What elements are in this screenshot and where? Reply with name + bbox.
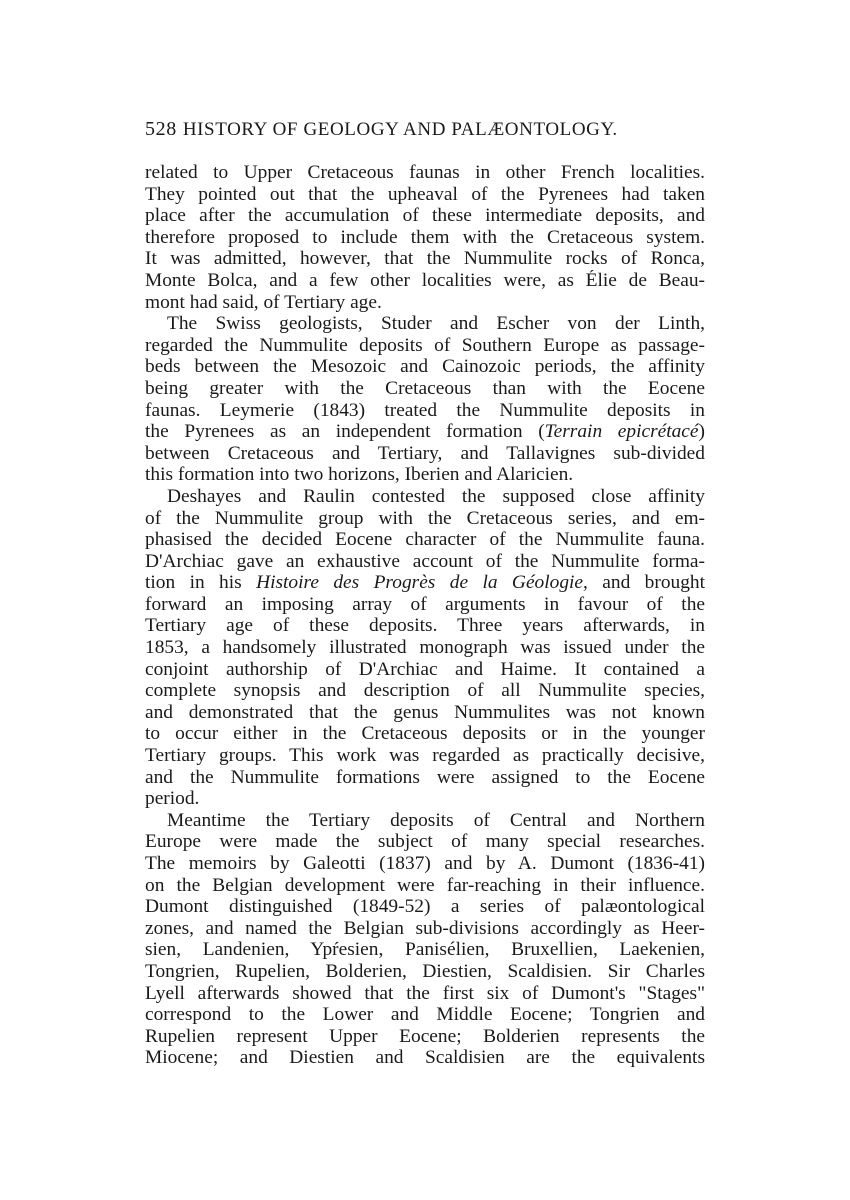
text-segment: phasised the decided Eocene character of the Nummulite fauna. <box>145 529 705 551</box>
text-segment: conjoint authorship of D'Archiac and Haime. It contained a <box>145 658 705 680</box>
text-segment: regarded the Nummulite deposits of Southern Europe as passage- <box>145 334 705 356</box>
text-segment: therefore proposed to include them with the Cretaceous system. <box>145 226 705 248</box>
text-segment: on the Belgian development were far-reaching in their influence. <box>145 874 705 896</box>
text-line <box>145 443 705 465</box>
text-line <box>145 292 705 314</box>
text-line <box>145 702 705 724</box>
text-segment: The memoirs by Galeotti (1837) and by A. Dumont (1836-41) <box>145 853 705 874</box>
text-line <box>145 551 705 573</box>
italic-title: Terrain epicrétacé <box>544 421 699 443</box>
text-line <box>145 961 705 983</box>
text-segment: Meantime the Tertiary deposits of Central and Northern <box>167 809 705 831</box>
text-segment: 1853, a handsomely illustrated monograph was issued under the <box>145 637 705 659</box>
text-segment: and the Nummulite formations were assigned to the Eocene <box>145 766 705 788</box>
running-header <box>145 118 715 142</box>
text-segment: Monte Bolca, and a few other localities were, as Élie de Beau- <box>145 269 705 291</box>
text-segment: of the Nummulite group with the Cretaceous series, and em- <box>145 507 705 529</box>
text-segment: to occur either in the Cretaceous deposits or in the younger <box>145 723 705 745</box>
text-line <box>145 594 705 616</box>
text-line <box>145 853 705 875</box>
text-segment: Tongrien, Rupelien, Bolderien, Diestien, Scaldisien. Sir Charles <box>145 960 705 982</box>
text-segment: ) <box>698 421 705 443</box>
text-segment: related to Upper Cretaceous faunas in other French localities. <box>145 162 705 183</box>
text-line <box>145 615 705 637</box>
text-line <box>145 875 705 897</box>
text-segment: faunas. Leymerie (1843) treated the Nummulite deposits in <box>145 399 705 421</box>
text-segment: forward an imposing array of arguments in favour of the <box>145 593 705 615</box>
text-segment: , and brought <box>583 572 705 594</box>
text-segment: Miocene; and Diestien and Scaldisien are the equivalents <box>145 1047 705 1069</box>
text-line <box>145 1004 705 1026</box>
text-line <box>145 1026 705 1048</box>
text-segment: The Swiss geologists, Studer and Escher von der Linth, <box>167 313 705 335</box>
text-segment: It was admitted, however, that the Nummulite rocks of Ronca, <box>145 248 705 270</box>
text-segment: this formation into two horizons, Iberien and Alaricien. <box>145 464 574 486</box>
text-segment: period. <box>145 788 200 810</box>
text-segment: zones, and named the Belgian sub-divisions accordingly as Heer- <box>145 917 705 939</box>
text-line <box>145 680 705 702</box>
text-segment: Tertiary groups. This work was regarded as practically decisive, <box>145 745 705 767</box>
text-segment: sien, Landenien, Ypŕesien, Panisélien, Bruxellien, Laekenien, <box>145 939 705 961</box>
text-line <box>145 313 705 335</box>
text-segment: Deshayes and Raulin contested the supposed close affinity <box>167 485 705 507</box>
text-line <box>145 1047 705 1069</box>
text-line <box>145 421 705 443</box>
text-segment: Lyell afterwards showed that the first six of Dumont's "Stages" <box>145 982 705 1004</box>
text-line <box>145 788 705 810</box>
text-segment: tion in his <box>145 572 257 594</box>
text-line <box>145 767 705 789</box>
text-line <box>145 248 705 270</box>
text-segment: complete synopsis and description of all Nummulite species, <box>145 680 705 702</box>
text-segment: between Cretaceous and Tertiary, and Tallavignes sub-divided <box>145 442 705 464</box>
text-segment: mont had said, of Tertiary age. <box>145 291 382 313</box>
text-segment: Rupelien represent Upper Eocene; Bolderien represents the <box>145 1025 705 1047</box>
text-line <box>145 356 705 378</box>
text-segment: place after the accumulation of these intermediate deposits, and <box>145 205 705 227</box>
text-line <box>145 270 705 292</box>
text-line <box>145 939 705 961</box>
text-segment: and demonstrated that the genus Nummulites was not known <box>145 701 705 723</box>
text-line <box>145 400 705 422</box>
text-line <box>145 745 705 767</box>
text-segment: correspond to the Lower and Middle Eocene; Tongrien and <box>145 1004 705 1026</box>
text-line <box>145 162 705 184</box>
body-text <box>145 162 705 1069</box>
text-line <box>145 918 705 940</box>
text-line <box>145 378 705 400</box>
text-line <box>145 810 705 832</box>
running-title: HISTORY OF GEOLOGY AND PALÆONTOLOGY. <box>182 119 618 140</box>
text-line <box>145 896 705 918</box>
text-segment: They pointed out that the upheaval of the Pyrenees had taken <box>145 183 705 205</box>
text-segment: the Pyrenees as an independent formation ( <box>145 421 545 443</box>
text-line <box>145 335 705 357</box>
text-line <box>145 184 705 206</box>
text-line <box>145 464 705 486</box>
text-line <box>145 486 705 508</box>
text-segment: beds between the Mesozoic and Cainozoic periods, the affinity <box>145 356 705 378</box>
text-line <box>145 508 705 530</box>
text-segment: Europe were made the subject of many special researches. <box>145 831 705 853</box>
text-line <box>145 572 705 594</box>
text-line <box>145 831 705 853</box>
text-segment: Dumont distinguished (1849-52) a series of palæontological <box>145 896 705 918</box>
text-segment: D'Archiac gave an exhaustive account of the Nummulite forma- <box>145 550 705 572</box>
text-line <box>145 637 705 659</box>
text-line <box>145 659 705 681</box>
italic-title: Histoire des Progrès de la Géologie <box>256 572 584 594</box>
text-line <box>145 983 705 1005</box>
text-line <box>145 723 705 745</box>
page-number: 528 <box>145 118 177 140</box>
text-segment: being greater with the Cretaceous than with the Eocene <box>145 377 705 399</box>
text-line <box>145 529 705 551</box>
text-line <box>145 205 705 227</box>
text-line <box>145 227 705 249</box>
text-segment: Tertiary age of these deposits. Three years afterwards, in <box>145 615 705 637</box>
